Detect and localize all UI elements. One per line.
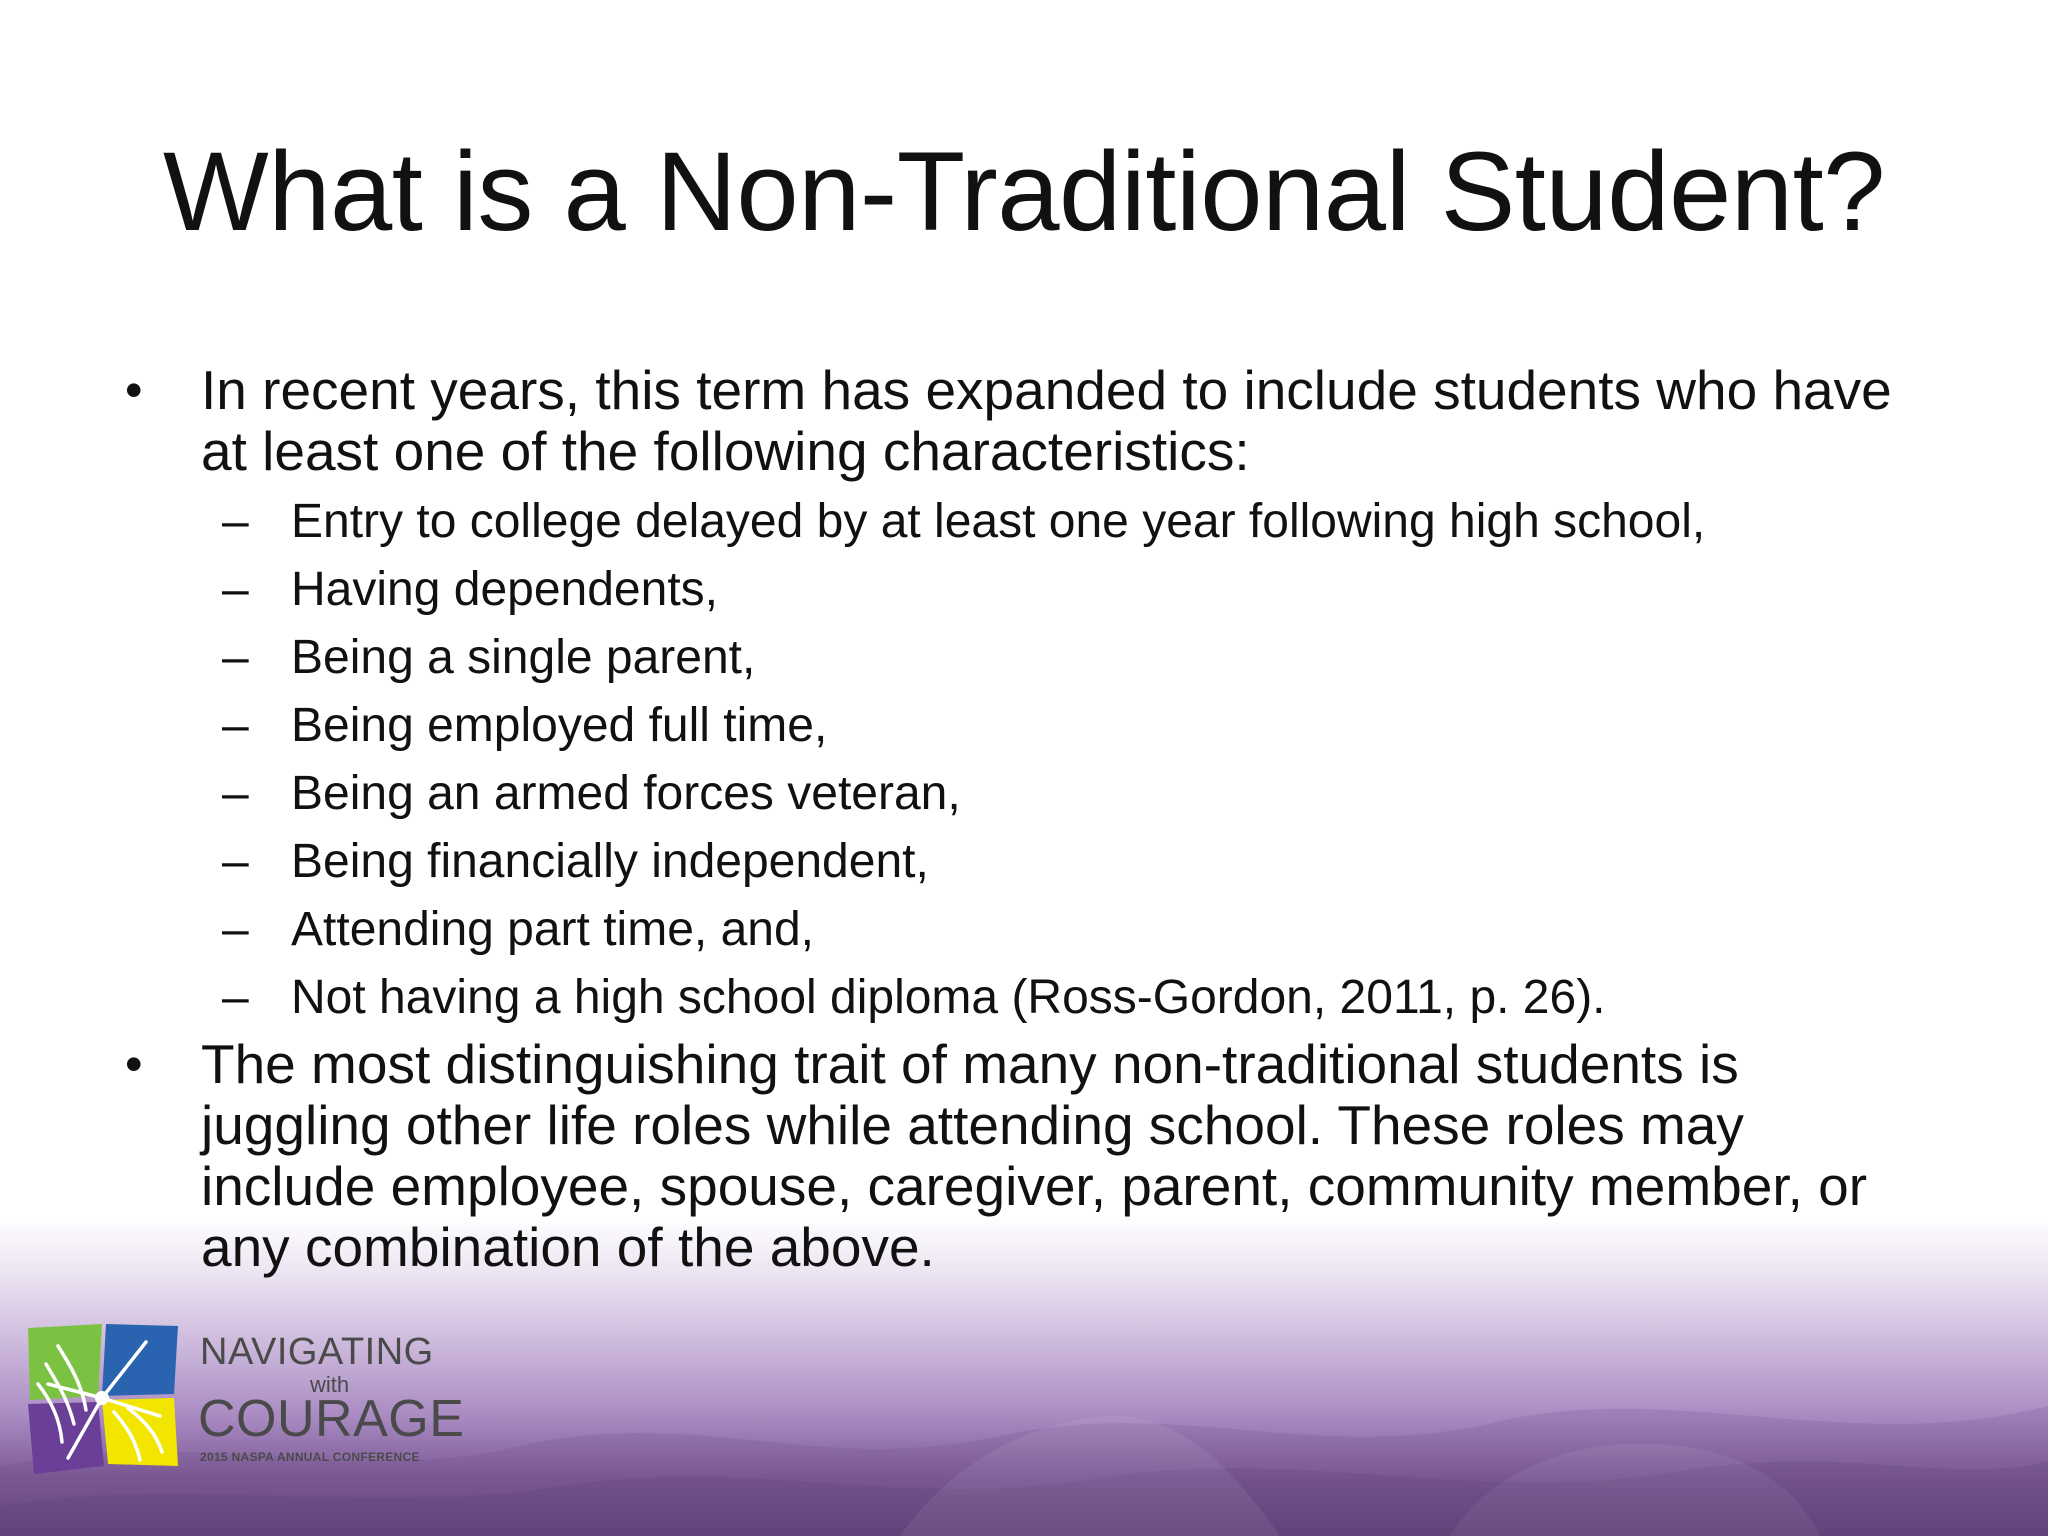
logo-line-courage: COURAGE [198, 1390, 465, 1448]
logo-line-with: with [310, 1372, 350, 1397]
list-item-text: Having dependents, [291, 563, 718, 616]
bullet-text: In recent years, this term has expanded to include students who have at least one of the following characteristics: [201, 359, 1892, 482]
conference-logo-mark-icon [28, 1324, 184, 1474]
list-item-text: Being employed full time, [291, 699, 828, 752]
list-item-text: Attending part time, and, [291, 903, 814, 956]
conference-logo [28, 1324, 465, 1474]
dash-icon: – [222, 631, 249, 684]
bullet-item-definition [118, 360, 1918, 482]
list-item-text: Not having a high school diploma (Ross-Gordon, 2011, p. 26). [291, 971, 1606, 1024]
dash-icon: – [222, 971, 249, 1024]
bullet-icon: • [125, 362, 143, 418]
bullet-icon: • [125, 1036, 143, 1092]
dash-icon: – [222, 699, 249, 752]
logo-line-conference: 2015 NASPA ANNUAL CONFERENCE [200, 1450, 420, 1464]
list-item-text: Being a single parent, [291, 631, 756, 684]
list-item-text: Entry to college delayed by at least one year following high school, [291, 495, 1706, 548]
bullet-item-distinguishing-trait [118, 1034, 1918, 1278]
dash-icon: – [222, 563, 249, 616]
list-item [118, 624, 1918, 692]
logo-line-navigating: NAVIGATING [200, 1331, 434, 1373]
list-item [118, 964, 1918, 1032]
conference-logo-text [200, 1332, 470, 1472]
list-item [118, 760, 1918, 828]
list-item [118, 828, 1918, 896]
dash-icon: – [222, 835, 249, 888]
slide-title: What is a Non-Traditional Student? [163, 129, 1885, 254]
dash-icon: – [222, 495, 249, 548]
list-item-text: Being an armed forces veteran, [291, 767, 961, 820]
dash-icon: – [222, 903, 249, 956]
list-item [118, 556, 1918, 624]
slide-body [118, 360, 1918, 1278]
bullet-text: The most distinguishing trait of many non-traditional students is juggling other life roles while attending school. These roles may include employee, spouse, caregiver, parent, community member, or any combination of the above. [201, 1033, 1868, 1278]
list-item [118, 692, 1918, 760]
list-item [118, 896, 1918, 964]
characteristics-list [118, 488, 1918, 1032]
dash-icon: – [222, 767, 249, 820]
list-item-text: Being financially independent, [291, 835, 929, 888]
list-item [118, 488, 1918, 556]
